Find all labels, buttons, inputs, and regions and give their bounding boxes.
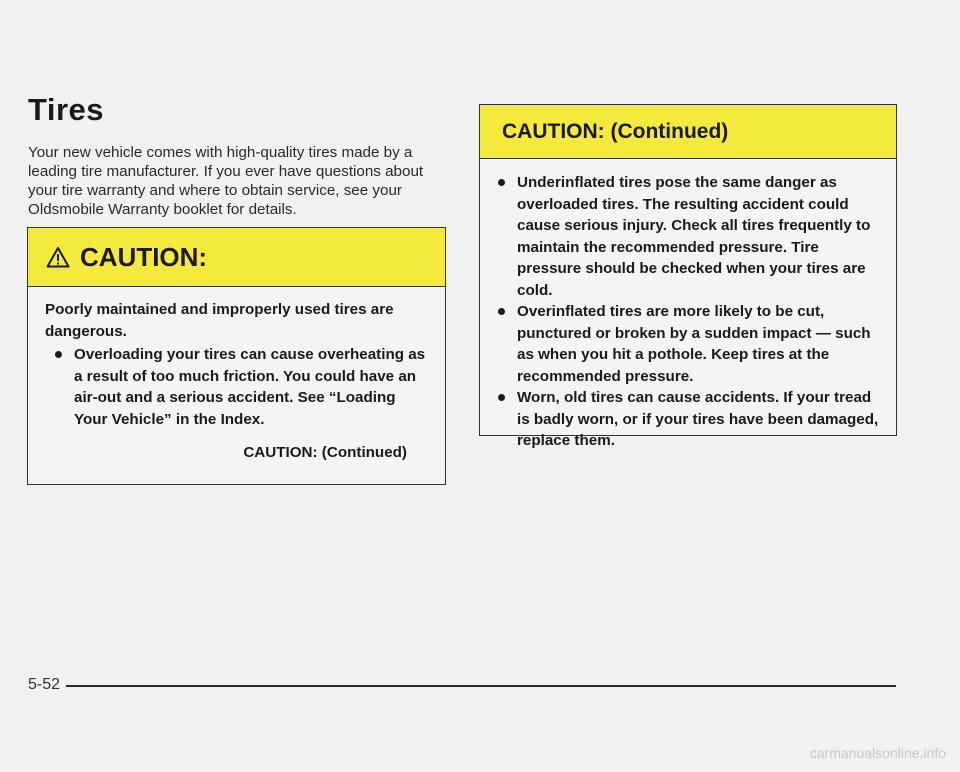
watermark-link[interactable]: carmanualsonline.info	[809, 745, 946, 761]
caution-header-label: CAUTION:	[80, 241, 208, 272]
caution-box-left	[27, 227, 446, 485]
caution-bullet: Overloading your tires can cause overheating as a result of too much friction. You could have an air-out and a serious accident. See “Loading Your Vehicle” in the Index.	[74, 344, 429, 430]
caution-bullet: Underinflated tires pose the same danger as overloaded tires. The resulting accident could cause serious injury. Check all tires frequently to maintain the recommended pressure. Tire pressure should be checked when your tires are cold.	[517, 172, 880, 301]
caution-box-right	[479, 104, 897, 449]
caution-bullet-list-left	[45, 344, 429, 430]
page-number: 5-52	[28, 676, 61, 693]
section-title: Tires	[28, 92, 105, 127]
caution-header-label: CAUTION: (Continued)	[502, 119, 729, 143]
caution-lead-text: Poorly maintained and improperly used tires are dangerous.	[45, 301, 394, 340]
caution-bullet: Worn, old tires can cause accidents. If your tread is badly worn, or if your tires have been damaged, replace them.	[517, 387, 880, 452]
caution-bullet: Overinflated tires are more likely to be cut, punctured or broken by a sudden impact — such as when you hit a pothole. Keep tires at the recommended pressure.	[517, 301, 880, 387]
intro-paragraph: Your new vehicle comes with high-quality tires made by a leading tire manufacturer. If you ever have questions about your tire warranty and where to obtain service, see your Oldsmobile Warranty booklet for details.	[28, 144, 424, 218]
caution-bullet-list-right	[480, 159, 896, 452]
footer-rule	[66, 685, 896, 687]
warning-triangle-icon	[46, 246, 70, 268]
continued-label: CAUTION: (Continued)	[243, 444, 407, 461]
caution-header-right	[480, 105, 896, 159]
caution-body-left	[28, 287, 445, 464]
caution-header-left	[28, 228, 445, 287]
